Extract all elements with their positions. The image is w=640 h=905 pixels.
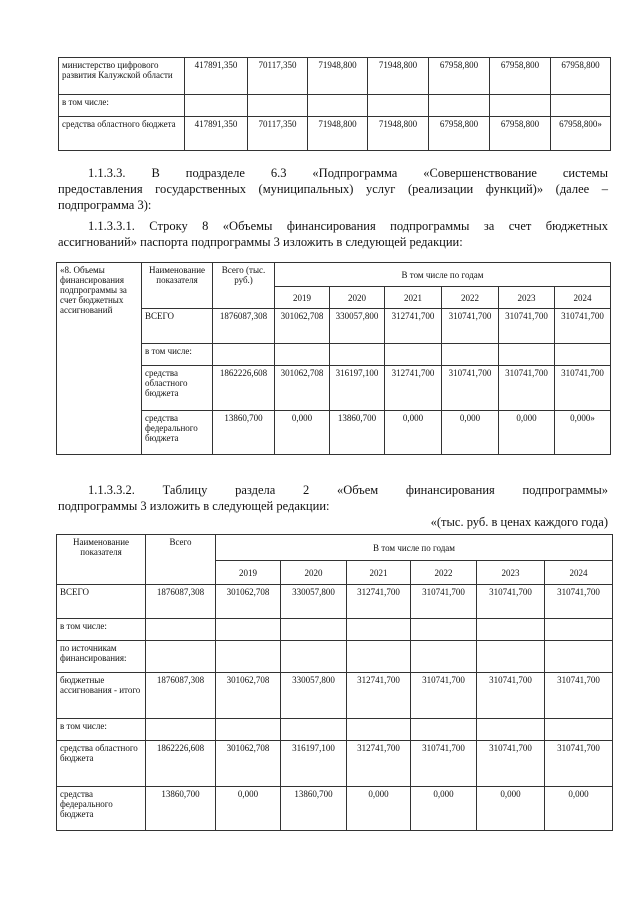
- table-row: средства федерального бюджета 13860,700 0,000 13860,700 0,000 0,000 0,000 0,000»: [57, 411, 611, 455]
- years-header: В том числе по годам: [216, 535, 613, 561]
- table-row: в том числе:: [57, 344, 611, 366]
- table-row: средства областного бюджета 1862226,608 301062,708 316197,100 312741,700 310741,700 310741,700 310741,700: [57, 741, 613, 787]
- col-name-header: Наименование показателя: [142, 263, 213, 309]
- table-row: по источникам финансирования:: [57, 641, 613, 673]
- row-8-label: «8. Объемы финансирования подпрограммы за счет бюджетных ассигнований: [57, 263, 142, 455]
- years-header: В том числе по годам: [275, 263, 611, 287]
- table-row: средства федерального бюджета 13860,700 0,000 13860,700 0,000 0,000 0,000 0,000: [57, 787, 613, 831]
- table-3: Наименование показателя Всего В том числе по годам 2019 2020 2021 2022 2023 2024 ВСЕГО 1876087,308 301062,708 330057,800 312741,700 310741,700 310741,700 310741,700 в том числе: по источникам финансирования: бюджетные ассигнования - итого 1876087,308 301062,708 330057,800 312741,700 310741,700 310741,700 310741,700 в том числе: средства областного бюджета 1862226,608 301062,708 316197,100 312741,700 310741,700 310741,700 310741,700 средства федерального бюджета 13860,700 0,000 13860,700 0,000 0,000 0,000 0,000: [56, 534, 613, 831]
- table-row: в том числе:: [57, 719, 613, 741]
- table-1: [58, 57, 611, 151]
- paragraph-1-1-3-3-1: 1.1.3.3.1. Строку 8 «Объемы финансирования подпрограммы за счет бюджетных ассигнований» паспорта подпрограммы 3 изложить в следующей редакции:: [58, 219, 608, 249]
- row-label: министерство цифрового развития Калужской области: [59, 58, 185, 95]
- paragraph-1-1-3-3-2: 1.1.3.3.2. Таблицу раздела 2 «Объем финансирования подпрограммы» подпрограммы 3 изложить в следующей редакции: «(тыс. руб. в ценах каждого года): [58, 483, 608, 529]
- table-2: «8. Объемы финансирования подпрограммы за счет бюджетных ассигнований Наименование показателя Всего (тыс. руб.) В том числе по годам 2019 2020 2021 2022 2023 2024 ВСЕГО 1876087,308 301062,708 330057,800 312741,700 310741,700 310741,700 310741,700 в том числе: средства областного бюджета 1862226,608 301062,708 316197,100 312741,700 310741,700 310741,700 310741,700 средства федерального бюджета 13860,700 0,000 13860,700 0,000 0,000 0,000 0,000»: [56, 262, 611, 455]
- col-total-header: Всего: [146, 535, 216, 585]
- table-row: ВСЕГО 1876087,308 301062,708 330057,800 312741,700 310741,700 310741,700 310741,700: [57, 585, 613, 619]
- table-row: ВСЕГО 1876087,308 301062,708 330057,800 312741,700 310741,700 310741,700 310741,700: [57, 309, 611, 344]
- row-label: в том числе:: [59, 95, 185, 117]
- table-row: в том числе:: [57, 619, 613, 641]
- table-row: министерство цифрового развития Калужской области 417891,350 70117,350 71948,800 71948,800 67958,800 67958,800 67958,800: [59, 58, 611, 95]
- col-name-header: Наименование показателя: [57, 535, 146, 585]
- table-row: средства областного бюджета 417891,350 70117,350 71948,800 71948,800 67958,800 67958,800 67958,800»: [59, 117, 611, 151]
- units-note: «(тыс. руб. в ценах каждого года): [430, 515, 608, 529]
- row-label: средства областного бюджета: [59, 117, 185, 151]
- table-row: средства областного бюджета 1862226,608 301062,708 316197,100 312741,700 310741,700 310741,700 310741,700: [57, 366, 611, 411]
- table-row: [59, 95, 611, 117]
- col-total-header: Всего (тыс. руб.): [213, 263, 275, 309]
- paragraph-1-1-3-3: 1.1.3.3. В подразделе 6.3 «Подпрограмма «Совершенствование системы предоставления государственных (муниципальных) услуг (реализации функций)» (далее – подпрограмма 3):: [58, 166, 608, 212]
- table-row: бюджетные ассигнования - итого 1876087,308 301062,708 330057,800 312741,700 310741,700 310741,700 310741,700: [57, 673, 613, 719]
